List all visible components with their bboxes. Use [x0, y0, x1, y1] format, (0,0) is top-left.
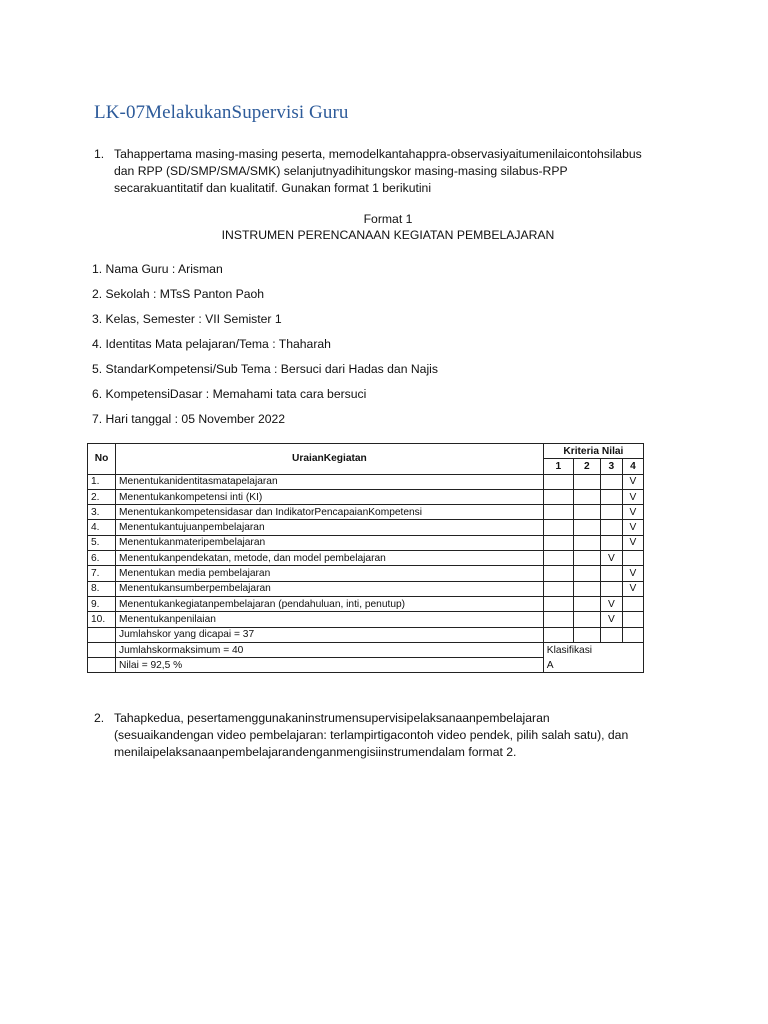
row-number: 8. — [88, 581, 116, 596]
row-activity: Menentukankompetensidasar dan IndikatorPencapaianKompetensi — [116, 505, 544, 520]
criteria-mark-4: V — [622, 505, 643, 520]
criteria-mark-1 — [543, 566, 573, 581]
criteria-mark-3: V — [600, 551, 622, 566]
field-school: 2. Sekolah : MTsS Panton Paoh — [92, 287, 265, 301]
field-basic-competency: 6. KompetensiDasar : Memahami tata cara bersuci — [92, 387, 367, 401]
section-2-line: Tahapkedua, pesertamenggunakaninstrumensupervisipelaksanaanpembelajaran — [114, 711, 550, 725]
criteria-mark-3 — [600, 520, 622, 535]
summary-mark-cell — [622, 627, 643, 642]
document-title: LK-07MelakukanSupervisi Guru — [94, 102, 349, 123]
criteria-mark-1 — [543, 551, 573, 566]
section-1-line: Tahappertama masing-masing peserta, memodelkantahappra-observasiyaitumenilaicontohsilabus — [114, 147, 642, 161]
classification-label: Klasifikasi — [543, 642, 643, 657]
assessment-table — [87, 443, 644, 673]
criteria-mark-4 — [622, 596, 643, 611]
criteria-mark-3 — [600, 581, 622, 596]
field-class-semester: 3. Kelas, Semester : VII Semister 1 — [92, 312, 282, 326]
field-teacher-name: 1. Nama Guru : Arisman — [92, 262, 223, 276]
criteria-mark-1 — [543, 520, 573, 535]
table-row — [88, 551, 644, 566]
criteria-mark-1 — [543, 612, 573, 627]
criteria-mark-3 — [600, 489, 622, 504]
criteria-mark-2 — [573, 489, 600, 504]
summary-no-cell — [88, 627, 116, 642]
table-row — [88, 520, 644, 535]
criteria-mark-2 — [573, 520, 600, 535]
header-activity: UraianKegiatan — [116, 444, 544, 475]
classification-value: A — [543, 658, 643, 673]
section-2-line: menilaipelaksanaanpembelajarandenganmengisiinstrumendalam format 2. — [114, 745, 517, 759]
grade-value: Nilai = 92,5 % — [116, 658, 544, 673]
field-date: 7. Hari tanggal : 05 November 2022 — [92, 412, 286, 426]
row-activity: Menentukanmateripembelajaran — [116, 535, 544, 550]
row-activity: Menentukantujuanpembelajaran — [116, 520, 544, 535]
criteria-mark-3: V — [600, 596, 622, 611]
criteria-mark-4 — [622, 551, 643, 566]
row-number: 5. — [88, 535, 116, 550]
table-row — [88, 596, 644, 611]
row-number: 7. — [88, 566, 116, 581]
criteria-mark-2 — [573, 535, 600, 550]
criteria-mark-4: V — [622, 520, 643, 535]
row-number: 1. — [88, 474, 116, 489]
criteria-mark-2 — [573, 612, 600, 627]
header-no: No — [88, 444, 116, 475]
field-competency-standard: 5. StandarKompetensi/Sub Tema : Bersuci dari Hadas dan Najis — [92, 362, 438, 376]
instrument-title: INSTRUMEN PERENCANAAN KEGIATAN PEMBELAJARAN — [221, 228, 555, 242]
field-subject-theme: 4. Identitas Mata pelajaran/Tema : Thaharah — [92, 337, 331, 351]
summary-no-cell — [88, 658, 116, 673]
criteria-mark-2 — [573, 505, 600, 520]
header-criteria: Kriteria Nilai — [543, 444, 643, 459]
row-number: 2. — [88, 489, 116, 504]
section-1-number: 1. — [94, 147, 105, 161]
row-number: 3. — [88, 505, 116, 520]
summary-mark-cell — [543, 627, 573, 642]
criteria-col-3: 3 — [600, 459, 622, 474]
criteria-mark-4: V — [622, 535, 643, 550]
score-max: Jumlahskormaksimum = 40 — [116, 642, 544, 657]
criteria-col-2: 2 — [573, 459, 600, 474]
criteria-mark-3 — [600, 505, 622, 520]
section-2-paragraph — [94, 710, 690, 761]
row-activity: Menentukankegiatanpembelajaran (pendahuluan, inti, penutup) — [116, 596, 544, 611]
criteria-mark-4: V — [622, 581, 643, 596]
criteria-mark-2 — [573, 474, 600, 489]
score-obtained: Jumlahskor yang dicapai = 37 — [116, 627, 544, 642]
section-2-line: (sesuaikandengan video pembelajaran: terlampirtigacontoh video pendek, pilih salah satu), dan — [114, 728, 629, 742]
criteria-mark-3 — [600, 566, 622, 581]
criteria-mark-1 — [543, 535, 573, 550]
criteria-mark-1 — [543, 581, 573, 596]
criteria-mark-4 — [622, 612, 643, 627]
summary-mark-cell — [573, 627, 600, 642]
criteria-mark-3: V — [600, 612, 622, 627]
row-activity: Menentukanpenilaian — [116, 612, 544, 627]
table-row — [88, 505, 644, 520]
table-row — [88, 535, 644, 550]
criteria-mark-2 — [573, 581, 600, 596]
summary-no-cell — [88, 642, 116, 657]
summary-mark-cell — [600, 627, 622, 642]
criteria-mark-1 — [543, 505, 573, 520]
table-row — [88, 474, 644, 489]
table-row — [88, 489, 644, 504]
criteria-mark-1 — [543, 474, 573, 489]
row-activity: Menentukankompetensi inti (KI) — [116, 489, 544, 504]
criteria-mark-3 — [600, 474, 622, 489]
format-label: Format 1 — [363, 212, 413, 226]
row-activity: Menentukansumberpembelajaran — [116, 581, 544, 596]
criteria-mark-4: V — [622, 566, 643, 581]
criteria-col-1: 1 — [543, 459, 573, 474]
row-number: 10. — [88, 612, 116, 627]
row-activity: Menentukanpendekatan, metode, dan model pembelajaran — [116, 551, 544, 566]
section-2-number: 2. — [94, 711, 105, 725]
criteria-mark-1 — [543, 489, 573, 504]
criteria-mark-2 — [573, 566, 600, 581]
criteria-mark-2 — [573, 551, 600, 566]
section-1-line: secarakuantitatif dan kualitatif. Gunakan format 1 berikutini — [114, 181, 432, 195]
table-row — [88, 612, 644, 627]
criteria-mark-4: V — [622, 489, 643, 504]
criteria-mark-2 — [573, 596, 600, 611]
table-row — [88, 566, 644, 581]
section-1-paragraph — [94, 146, 690, 197]
section-1-line: dan RPP (SD/SMP/SMA/SMK) selanjutnyadihitungskor masing-masing silabus-RPP — [114, 164, 568, 178]
row-number: 9. — [88, 596, 116, 611]
criteria-mark-1 — [543, 596, 573, 611]
criteria-mark-3 — [600, 535, 622, 550]
row-number: 4. — [88, 520, 116, 535]
row-activity: Menentukanidentitasmatapelajaran — [116, 474, 544, 489]
row-number: 6. — [88, 551, 116, 566]
row-activity: Menentukan media pembelajaran — [116, 566, 544, 581]
table-row — [88, 581, 644, 596]
criteria-col-4: 4 — [622, 459, 643, 474]
criteria-mark-4: V — [622, 474, 643, 489]
